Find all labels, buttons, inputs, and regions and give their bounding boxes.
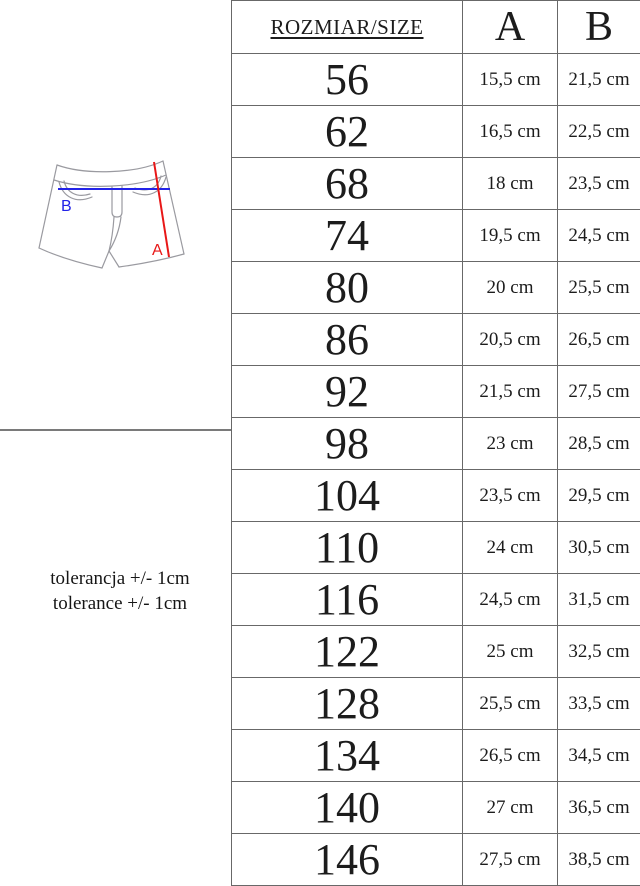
table-row	[232, 574, 640, 626]
table-row	[232, 678, 640, 730]
table-row	[232, 522, 640, 574]
measurement-a-value: 15,5 cm	[463, 54, 558, 106]
table-row	[232, 262, 640, 314]
measurement-b-value: 34,5 cm	[558, 730, 640, 782]
size-value: 62	[232, 106, 463, 158]
table-row	[232, 834, 640, 886]
size-value: 74	[232, 210, 463, 262]
table-header-row	[232, 1, 640, 54]
size-value: 86	[232, 314, 463, 366]
size-column-header: ROZMIAR/SIZE	[232, 1, 463, 54]
measurement-a-value: 25,5 cm	[463, 678, 558, 730]
measurement-b-value: 32,5 cm	[558, 626, 640, 678]
measurement-a-value: 23 cm	[463, 418, 558, 470]
size-value: 110	[232, 522, 463, 574]
table-row	[232, 418, 640, 470]
measurement-a-value: 20,5 cm	[463, 314, 558, 366]
measurement-b-value: 23,5 cm	[558, 158, 640, 210]
diagram-label-b: B	[61, 198, 72, 215]
measurement-a-value: 20 cm	[463, 262, 558, 314]
measurement-b-value: 24,5 cm	[558, 210, 640, 262]
diagram-label-a: A	[152, 242, 163, 259]
measurement-b-value: 25,5 cm	[558, 262, 640, 314]
size-value: 68	[232, 158, 463, 210]
table-row	[232, 730, 640, 782]
size-value: 116	[232, 574, 463, 626]
size-value: 146	[232, 834, 463, 886]
measurement-b-value: 28,5 cm	[558, 418, 640, 470]
table-row	[232, 106, 640, 158]
measurement-a-value: 25 cm	[463, 626, 558, 678]
tolerance-line-en: tolerance +/- 1cm	[8, 591, 232, 616]
measurement-b-value: 27,5 cm	[558, 366, 640, 418]
measurement-a-value: 16,5 cm	[463, 106, 558, 158]
table-row	[232, 470, 640, 522]
measurement-b-value: 30,5 cm	[558, 522, 640, 574]
size-value: 104	[232, 470, 463, 522]
column-b-header: B	[558, 1, 640, 54]
measurement-a-value: 19,5 cm	[463, 210, 558, 262]
measurement-a-value: 26,5 cm	[463, 730, 558, 782]
table-row	[232, 158, 640, 210]
measurement-a-value: 21,5 cm	[463, 366, 558, 418]
tolerance-line-pl: tolerancja +/- 1cm	[8, 566, 232, 591]
measurement-b-value: 29,5 cm	[558, 470, 640, 522]
column-a-header: A	[463, 1, 558, 54]
table-row	[232, 782, 640, 834]
table-row	[232, 314, 640, 366]
tolerance-note	[8, 566, 232, 616]
table-row	[232, 366, 640, 418]
table-row	[232, 626, 640, 678]
measurement-a-value: 27 cm	[463, 782, 558, 834]
table-row	[232, 54, 640, 106]
size-value: 128	[232, 678, 463, 730]
measurement-a-value: 23,5 cm	[463, 470, 558, 522]
measurement-b-value: 26,5 cm	[558, 314, 640, 366]
size-table	[231, 0, 640, 886]
measurement-b-value: 22,5 cm	[558, 106, 640, 158]
measurement-a-value: 18 cm	[463, 158, 558, 210]
horizontal-divider	[0, 429, 232, 431]
size-value: 134	[232, 730, 463, 782]
size-value: 98	[232, 418, 463, 470]
measurement-b-value: 21,5 cm	[558, 54, 640, 106]
shorts-diagram	[30, 150, 195, 280]
size-value: 122	[232, 626, 463, 678]
measurement-a-value: 24,5 cm	[463, 574, 558, 626]
table-row	[232, 210, 640, 262]
measurement-b-value: 33,5 cm	[558, 678, 640, 730]
size-value: 140	[232, 782, 463, 834]
measurement-b-value: 31,5 cm	[558, 574, 640, 626]
measurement-a-value: 24 cm	[463, 522, 558, 574]
measurement-b-value: 36,5 cm	[558, 782, 640, 834]
size-value: 56	[232, 54, 463, 106]
size-value: 92	[232, 366, 463, 418]
measurement-b-value: 38,5 cm	[558, 834, 640, 886]
measurement-a-value: 27,5 cm	[463, 834, 558, 886]
size-value: 80	[232, 262, 463, 314]
